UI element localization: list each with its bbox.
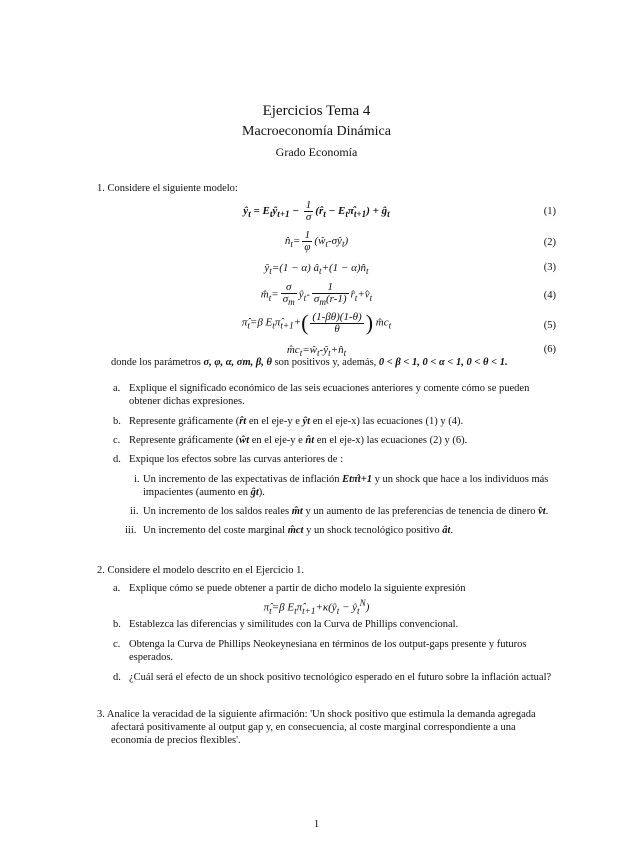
- ex2-a-text: Explique cómo se puede obtener a partir de dicho modelo la siguiente expresión: [129, 583, 466, 594]
- page-number: 1: [313, 818, 320, 830]
- ex1-d-ii-label: ii.: [130, 506, 139, 517]
- ex1-d-iii-text: Un incremento del coste marginal m̂ct y un shock tecnológico positivo ât.: [143, 525, 454, 536]
- ex1-d-i-line2: impacientes (aumento en ĝt).: [143, 487, 265, 498]
- ex2-a-label: a.: [113, 583, 121, 594]
- equation-6: $m̂c_t=ŵ_t-ŷ_t+n̂_t$: [286, 344, 347, 359]
- doc-title: Ejercicios Tema 4: [262, 103, 371, 119]
- equation-5-number: (5): [543, 320, 556, 331]
- exercise-3-line2: afectará positivamente al output gap y, en consecuencia, al coste marginal correspondiente a una: [111, 722, 516, 733]
- equation-4: $m̂_t=$ $\frac{\sigma}{\sigma_m}$ $ŷ_t-$ $\frac{1}{\sigma_m(r-1)}$ $r̂_t+v̂_t$: [260, 281, 373, 308]
- ex2-d-label: d.: [113, 672, 121, 683]
- ex1-c-text: Represente gráficamente (ŵt en el eje-y e n̂t en el eje-x) las ecuaciones (2) y (6).: [129, 435, 468, 446]
- ex1-d-ii-text: Un incremento de los saldos reales m̂t y un aumento de las preferencias de tenencia de dinero v̂t.: [143, 506, 549, 517]
- ex1-d-iii-label: iii.: [125, 525, 137, 536]
- ex2-b-text: Establezca las diferencias y similitudes con la Curva de Phillips convencional.: [129, 619, 459, 630]
- ex1-a-line1: Explique el significado económico de las seis ecuaciones anteriores y comente cómo se pueden: [129, 383, 530, 394]
- exercise-3-line1: 3. Analice la veracidad de la siguiente afirmación: 'Un shock positivo que estimula la demanda agregada: [97, 709, 536, 720]
- equation-3: $ŷ_t=(1 - \alpha)$ $â_t+(1$ − $\alpha)n̂_t$: [264, 262, 369, 277]
- ex1-c-label: c.: [113, 435, 121, 446]
- exercise-2-intro: 2. Considere el modelo descrito en el Ejercicio 1.: [97, 565, 305, 576]
- ex1-d-i-line1: Un incremento de las expectativas de inflación Etπ̂t+1 y un shock que hace a los individuos más: [143, 474, 549, 485]
- equation-1-number: (1): [543, 206, 556, 217]
- parameters-line: donde los parámetros σ, φ, α, σm, β, θ son positivos y, además, 0 < β < 1, 0 < α < 1, 0 < θ < 1.: [111, 357, 508, 368]
- ex1-a-line2: obtener dichas expresiones.: [129, 396, 245, 407]
- equation-2-number: (2): [543, 237, 556, 248]
- exercise-1-intro: 1. Considere el siguiente modelo:: [97, 183, 238, 194]
- ex1-d-text: Expique los efectos sobre las curvas anteriores de :: [129, 454, 344, 465]
- equation-2: $n̂_t=$ $\frac{1}{\varphi}$ $(ŵ_t-\sigma ŷ_t)$: [284, 229, 349, 253]
- ex2-c-line1: Obtenga la Curva de Phillips Neokeynesiana en términos de los output-gaps presente y futuros: [129, 639, 527, 650]
- ex2-equation: $\pî_t=\beta$ $E_t\pî_{t+1}+\kappa(ŷ_t$ − $ŷ_t^N$): [263, 598, 370, 616]
- equation-5: $\pî_t=\beta$ $E_t\pî_{t+1}+$( $\frac{(1-\beta\theta)(1-\theta)}{\theta}$ ) $m̂c_t$: [241, 310, 392, 335]
- ex1-b-text: Represente gráficamente (r̂t en el eje-y e ŷt en el eje-x) las ecuaciones (1) y (4).: [129, 416, 464, 427]
- ex2-c-line2: esperados.: [129, 652, 174, 663]
- ex1-d-i-label: i.: [134, 474, 140, 485]
- exercise-3-line3: economía de precios flexibles'.: [111, 735, 241, 746]
- equation-1: $ŷ_t$ = $E_tŷ_{t+1}$ − $\frac{1}{\sigma}$ ($r̂_t$ − $E_t\pî_{t+1}$) + $ĝ_t$: [243, 199, 390, 223]
- equation-6-number: (6): [543, 344, 556, 355]
- ex2-c-label: c.: [113, 639, 121, 650]
- equation-3-number: (3): [543, 262, 556, 273]
- doc-degree: Grado Economía: [275, 145, 358, 159]
- ex1-a-label: a.: [113, 383, 121, 394]
- equation-4-number: (4): [543, 290, 556, 301]
- ex2-b-label: b.: [113, 619, 121, 630]
- doc-subtitle: Macroeconomía Dinámica: [242, 124, 391, 139]
- ex2-d-text: ¿Cuál será el efecto de un shock positivo tecnológico esperado en el futuro sobre la inflación actual?: [129, 672, 552, 683]
- ex1-d-label: d.: [113, 454, 121, 465]
- ex1-b-label: b.: [113, 416, 121, 427]
